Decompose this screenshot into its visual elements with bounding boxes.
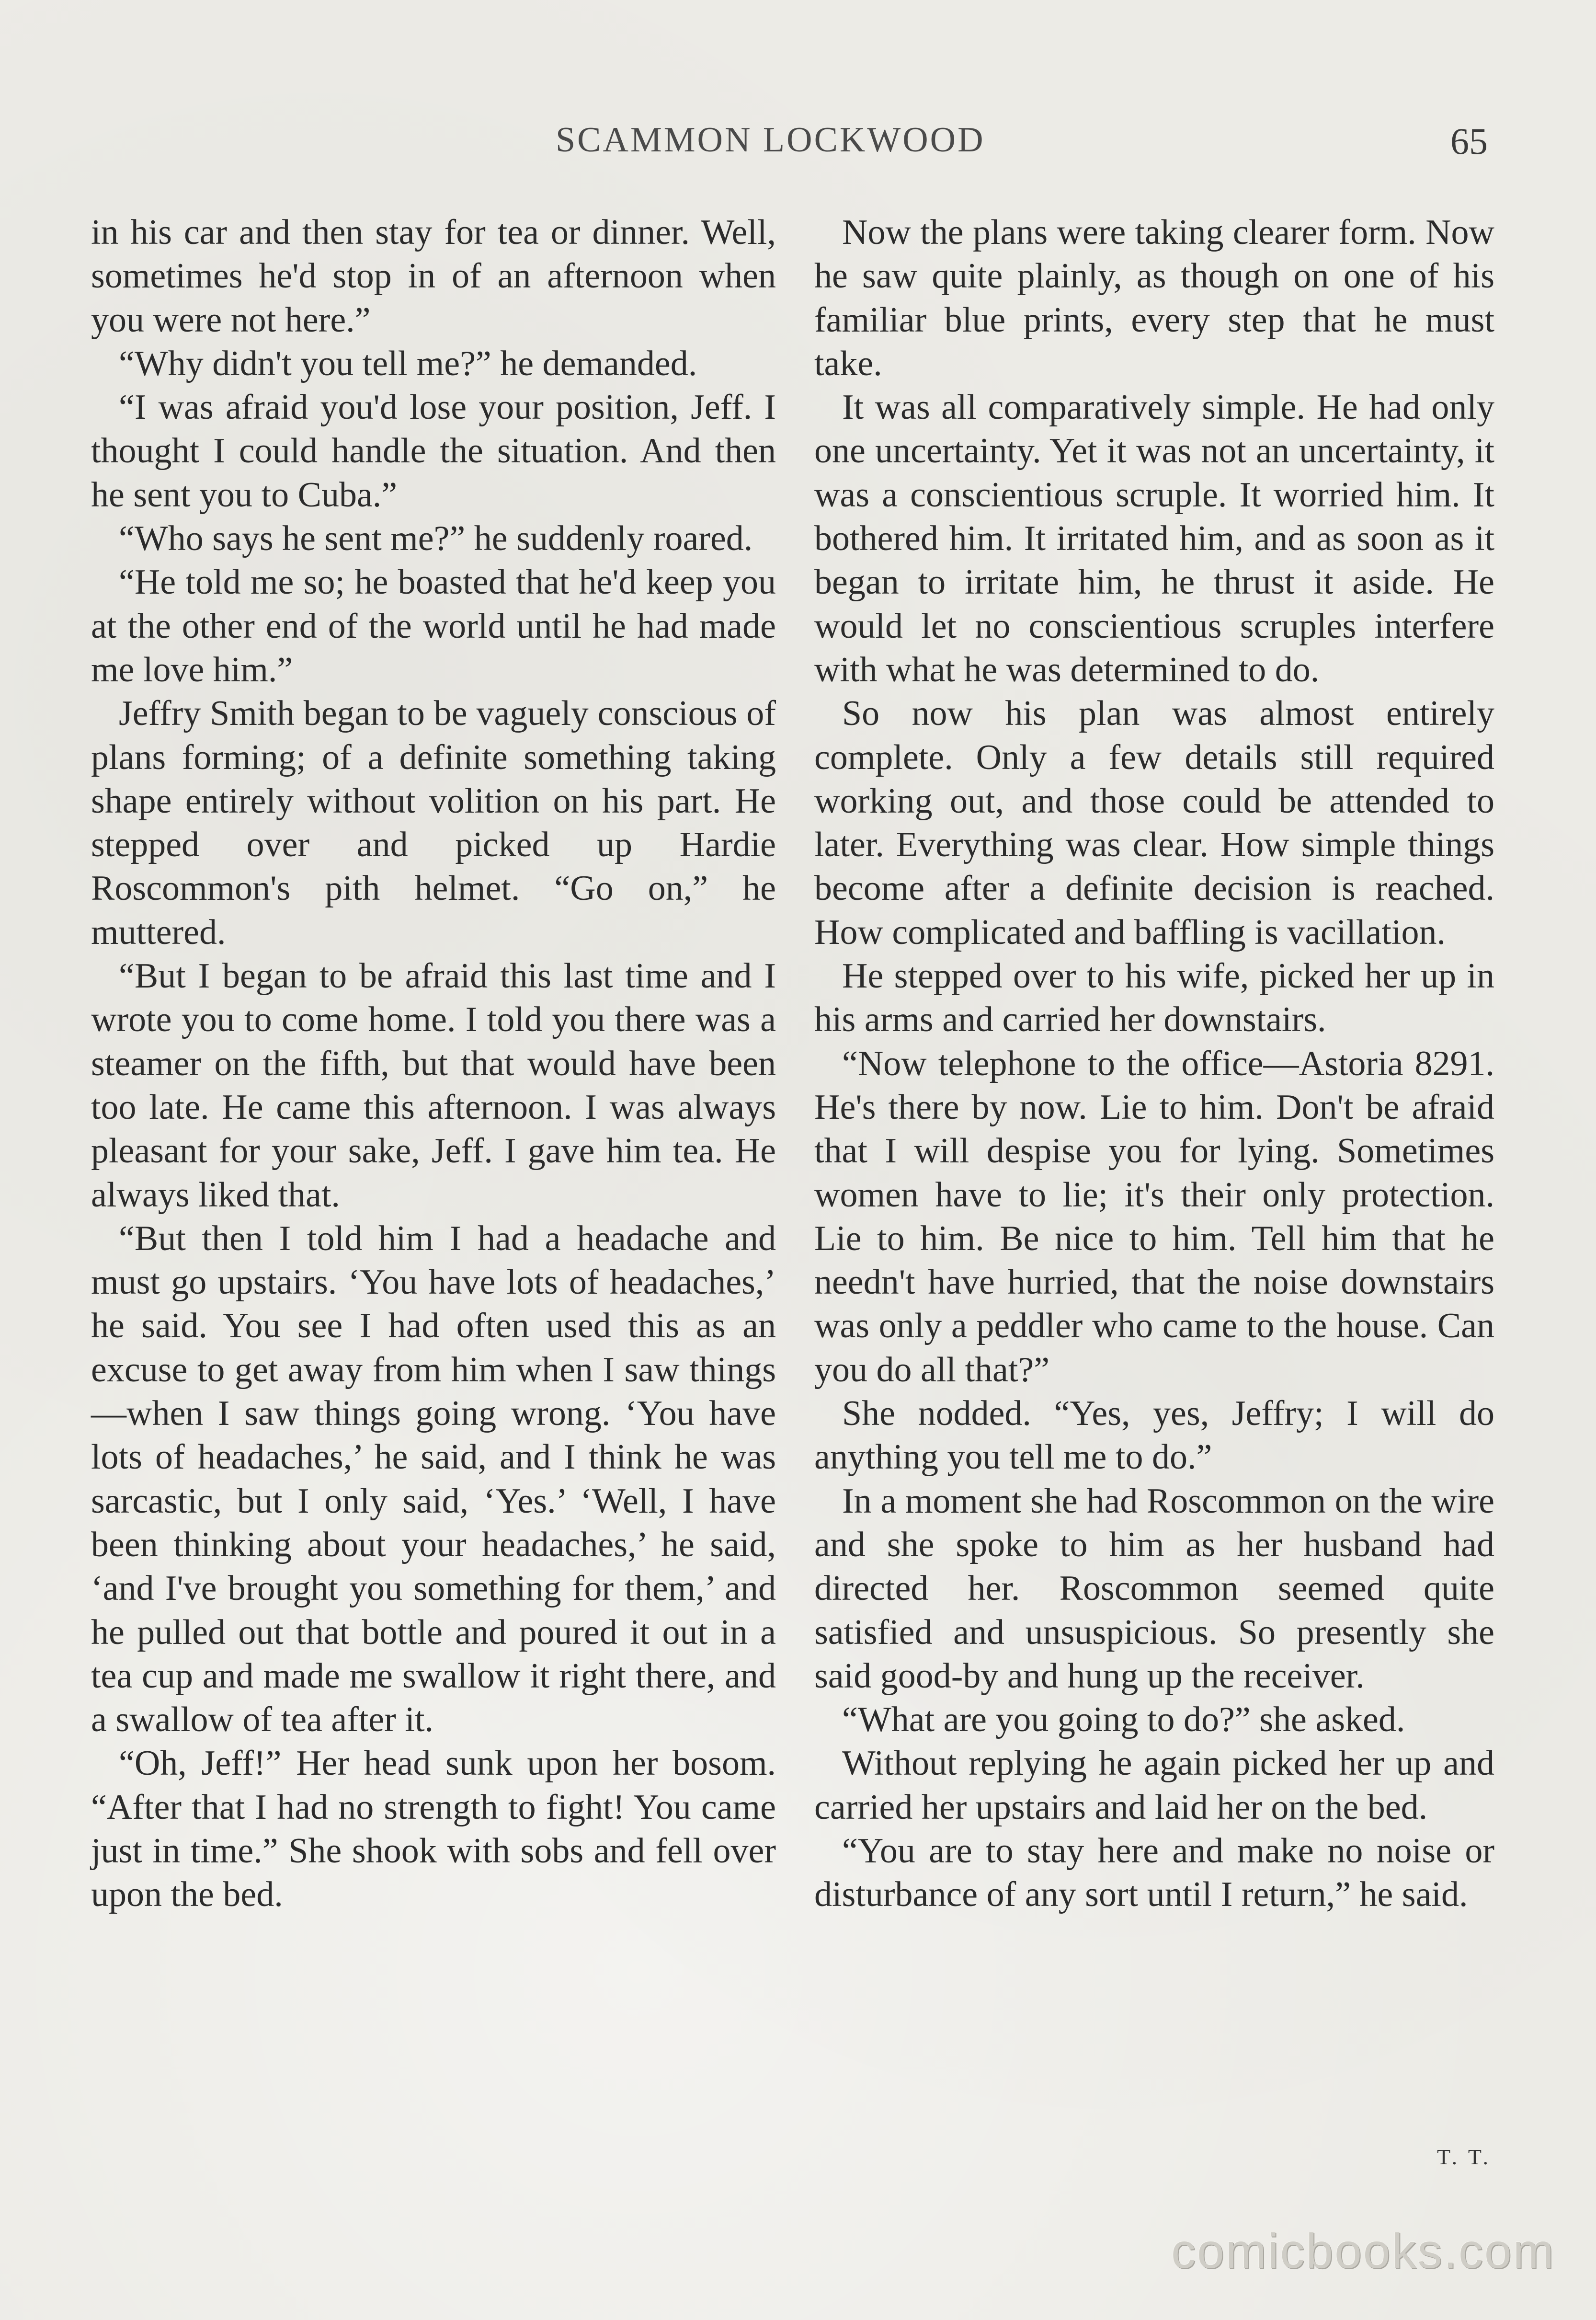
paragraph: “Who says he sent me?” he suddenly roared. xyxy=(119,519,753,559)
paragraph: “But I began to be afraid this last time and I wrote you to come home. I told you there was a steamer on the fifth, but that would have been too late. He came this afternoon. I was always pleasant for your sake, Jeff. I gave him tea. He always liked that. xyxy=(91,956,776,1215)
paragraph: in his car and then stay for tea or dinner. Well, sometimes he'd stop in of an afternoon when you were not here.” xyxy=(91,213,776,340)
paragraph: Without replying he again picked her up and carried her upstairs and laid her on the bed. xyxy=(814,1744,1494,1827)
paragraph: So now his plan was almost entirely complete. Only a few details still required working out, and those could be attended to later. Everything was clear. How simple things become after a definite decision is reached. How complicated and baffling is vacillation. xyxy=(814,694,1494,952)
paragraph: He stepped over to his wife, picked her up in his arms and carried her downstairs. xyxy=(814,956,1494,1040)
paragraph: “But then I told him I had a headache and must go upstairs. ‘You have lots of headaches,’ he said. You see I had often used this as an excuse to get away from him when I saw things—when I saw things going wrong. ‘You have lots of headaches,’ he said, and I think he was sarcastic, but I only said, ‘Yes.’ ‘Well, I have been thinking about your headaches,’ he said, ‘and I've brought you something for them,’ and he pulled out that bottle and poured it out in a tea cup and made me swallow it right there, and a swallow of tea after it. xyxy=(91,1218,776,1740)
paragraph: “He told me so; he boasted that he'd keep you at the other end of the world until he had made me love him.” xyxy=(91,563,776,689)
paragraph: “What are you going to do?” she asked. xyxy=(842,1700,1405,1740)
running-title: SCAMMON LOCKWOOD xyxy=(556,120,985,160)
paragraph: In a moment she had Roscommon on the wire and she spoke to him as her husband had directed her. Roscommon seemed quite satisfied and unsuspicious. So presently she said good-by and hung up the receiver. xyxy=(814,1481,1494,1696)
paragraph: She nodded. “Yes, yes, Jeffry; I will do anything you tell me to do.” xyxy=(814,1394,1494,1477)
paragraph: “Oh, Jeff!” Her head sunk upon her bosom. “After that I had no strength to fight! You came just in time.” She shook with sobs and fell over upon the bed. xyxy=(91,1744,776,1915)
paragraph: “Why didn't you tell me?” he demanded. xyxy=(119,344,697,383)
paragraph: “You are to stay here and make no noise or disturbance of any sort until I return,” he said. xyxy=(814,1831,1494,1915)
paragraph: Jeffry Smith began to be vaguely conscious of plans forming; of a definite something taking shape entirely without volition on his part. He stepped over and picked up Hardie Roscommon's pith helmet. “Go on,” he muttered. xyxy=(91,694,776,952)
paragraph: It was all comparatively simple. He had only one uncertainty. Yet it was not an uncertainty, it was a conscientious scruple. It worried him. It bothered him. It irritated him, and as soon as it began to irritate him, he thrust it aside. He would let no conscientious scruples interfere with what he was determined to do. xyxy=(814,388,1494,689)
right-column xyxy=(814,211,1494,1917)
watermark: comicbooks.com xyxy=(1171,2224,1555,2278)
paragraph: “I was afraid you'd lose your position, Jeff. I thought I could handle the situation. And then he sent you to Cuba.” xyxy=(91,388,776,515)
left-column xyxy=(91,211,776,1917)
paragraph: “Now telephone to the office—Astoria 8291. He's there by now. Lie to him. Don't be afraid that I will despise you for lying. Sometimes women have to lie; it's their only protection. Lie to him. Be nice to him. Tell him that he needn't have hurried, that the noise downstairs was only a peddler who came to the house. Can you do all that?” xyxy=(814,1044,1494,1390)
signature-mark: T. T. xyxy=(1437,2145,1492,2169)
page-number: 65 xyxy=(1450,120,1488,162)
page-header xyxy=(0,120,1596,177)
paragraph: Now the plans were taking clearer form. Now he saw quite plainly, as though on one of his familiar blue prints, every step that he must take. xyxy=(814,213,1494,383)
